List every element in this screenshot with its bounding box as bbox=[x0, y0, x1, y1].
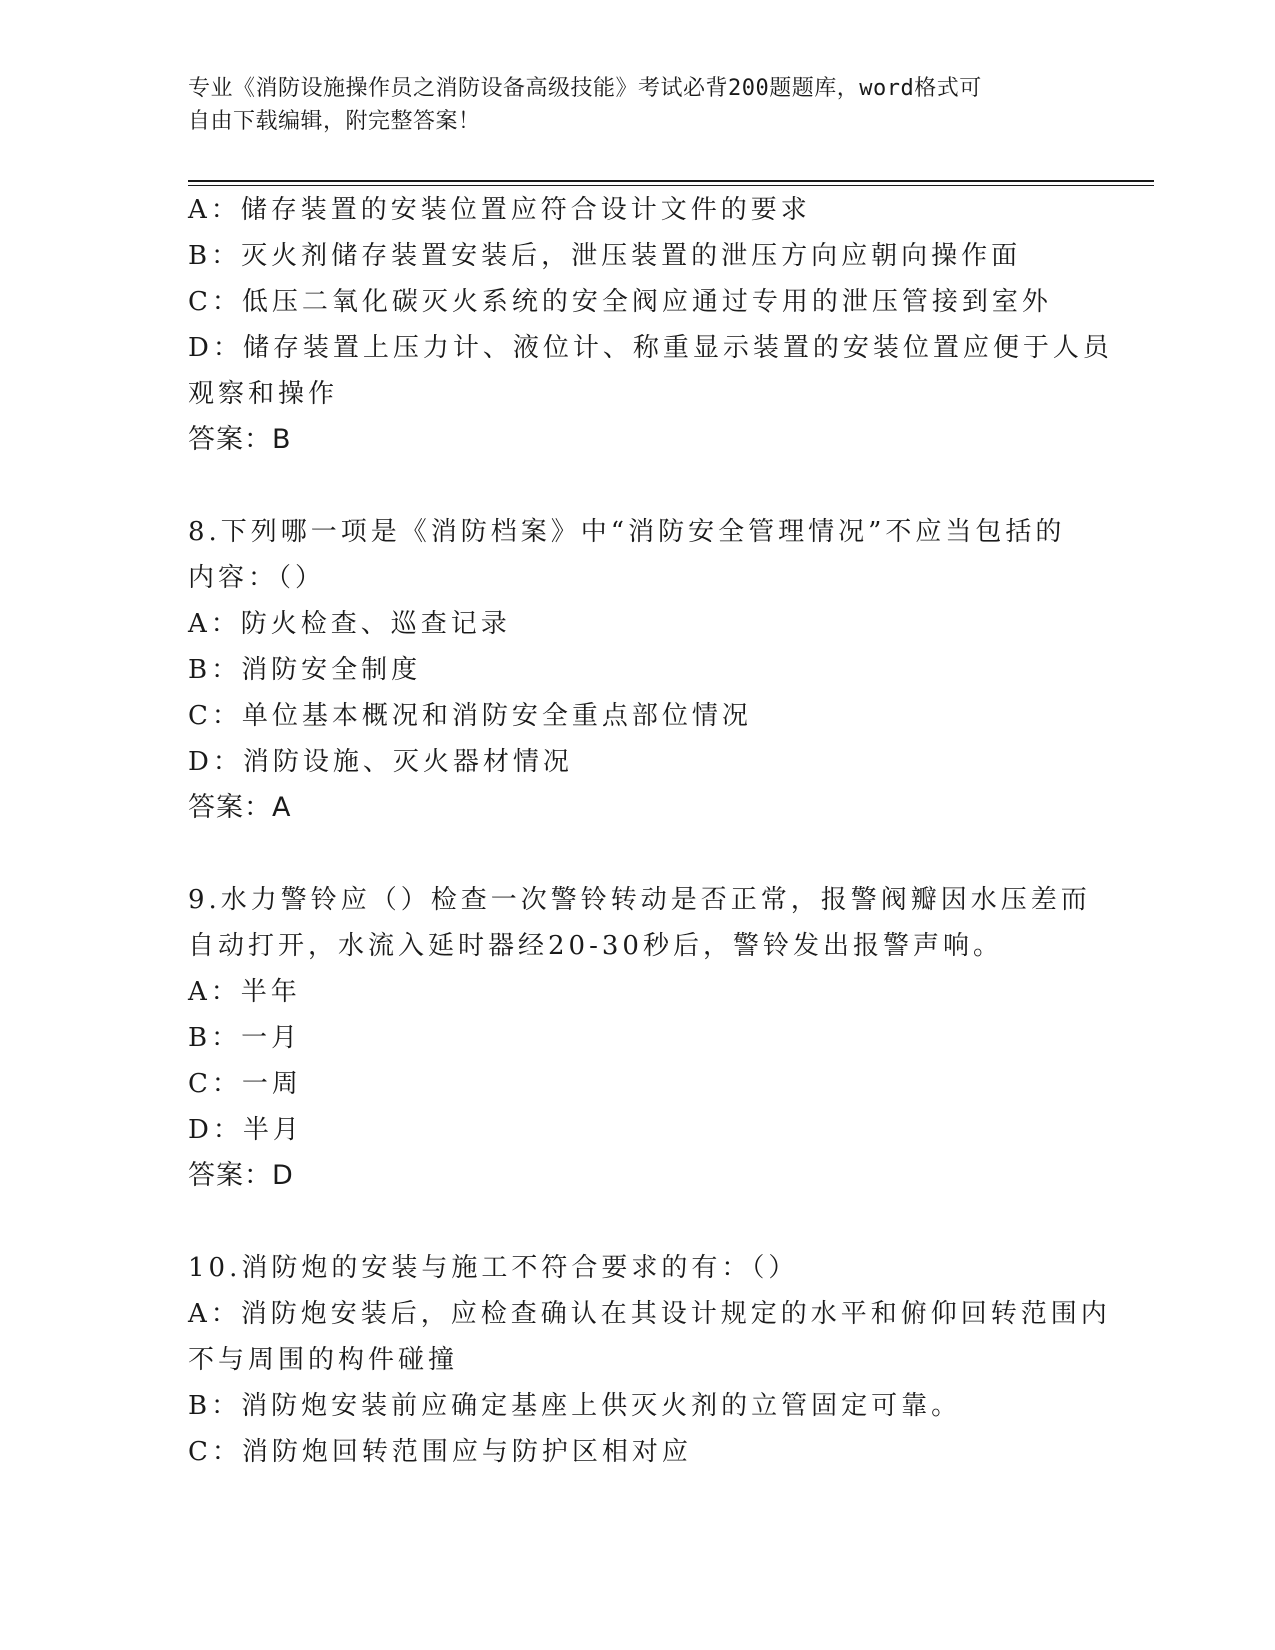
q9-option-a: A：半年 bbox=[188, 977, 301, 1007]
q8-option-c: C：单位基本概况和消防安全重点部位情况 bbox=[188, 701, 752, 731]
q10-option-a-line-1: A：消防炮安装后，应检查确认在其设计规定的水平和俯仰回转范围内 bbox=[188, 1299, 1111, 1329]
q8-stem-line-1: 8.下列哪一项是《消防档案》中“消防安全管理情况”不应当包括的 bbox=[188, 517, 1066, 547]
question-7-options bbox=[188, 187, 1113, 463]
spacer bbox=[188, 831, 1088, 877]
header-divider-thin bbox=[188, 185, 1154, 186]
question-9 bbox=[188, 877, 1091, 1199]
q7-option-b: B：灭火剂储存装置安装后，泄压装置的泄压方向应朝向操作面 bbox=[188, 241, 1022, 271]
q8-option-b: B：消防安全制度 bbox=[188, 655, 422, 685]
q9-option-c: C：一周 bbox=[188, 1069, 302, 1099]
q7-option-a: A：储存装置的安装位置应符合设计文件的要求 bbox=[188, 195, 811, 225]
spacer bbox=[188, 1199, 1088, 1245]
q10-option-c: C：消防炮回转范围应与防护区相对应 bbox=[188, 1437, 692, 1467]
q10-option-b: B：消防炮安装前应确定基座上供灭火剂的立管固定可靠。 bbox=[188, 1391, 962, 1421]
document-header bbox=[188, 72, 1068, 138]
header-line-2: 自由下载编辑，附完整答案！ bbox=[188, 109, 481, 134]
q7-answer: 答案：B bbox=[188, 424, 292, 455]
q7-option-d-line-2: 观察和操作 bbox=[188, 379, 339, 409]
q10-option-a-line-2: 不与周围的构件碰撞 bbox=[188, 1345, 459, 1375]
q9-stem-line-2: 自动打开，水流入延时器经20-30秒后，警铃发出报警声响。 bbox=[188, 931, 1003, 961]
q8-option-a: A：防火检查、巡查记录 bbox=[188, 609, 511, 639]
q8-stem-line-2: 内容：（） bbox=[188, 563, 326, 593]
question-list bbox=[188, 187, 1113, 1475]
q9-answer: 答案：D bbox=[188, 1160, 294, 1191]
header-line-1: 专业《消防设施操作员之消防设备高级技能》考试必背200题题库，word格式可 bbox=[188, 76, 982, 101]
q7-option-c: C：低压二氧化碳灭火系统的安全阀应通过专用的泄压管接到室外 bbox=[188, 287, 1052, 317]
question-8 bbox=[188, 509, 1088, 831]
q10-stem: 10.消防炮的安装与施工不符合要求的有：（） bbox=[188, 1253, 799, 1283]
q9-option-d: D：半月 bbox=[188, 1115, 303, 1145]
q8-option-d: D：消防设施、灭火器材情况 bbox=[188, 747, 573, 777]
q9-stem-line-1: 9.水力警铃应（）检查一次警铃转动是否正常，报警阀瓣因水压差而 bbox=[188, 885, 1091, 915]
spacer bbox=[188, 463, 1088, 509]
question-10 bbox=[188, 1245, 1111, 1475]
q8-answer: 答案：A bbox=[188, 792, 292, 823]
q9-option-b: B：一月 bbox=[188, 1023, 302, 1053]
header-divider-thick bbox=[188, 180, 1154, 182]
q7-option-d-line-1: D：储存装置上压力计、液位计、称重显示装置的安装位置应便于人员 bbox=[188, 333, 1113, 363]
